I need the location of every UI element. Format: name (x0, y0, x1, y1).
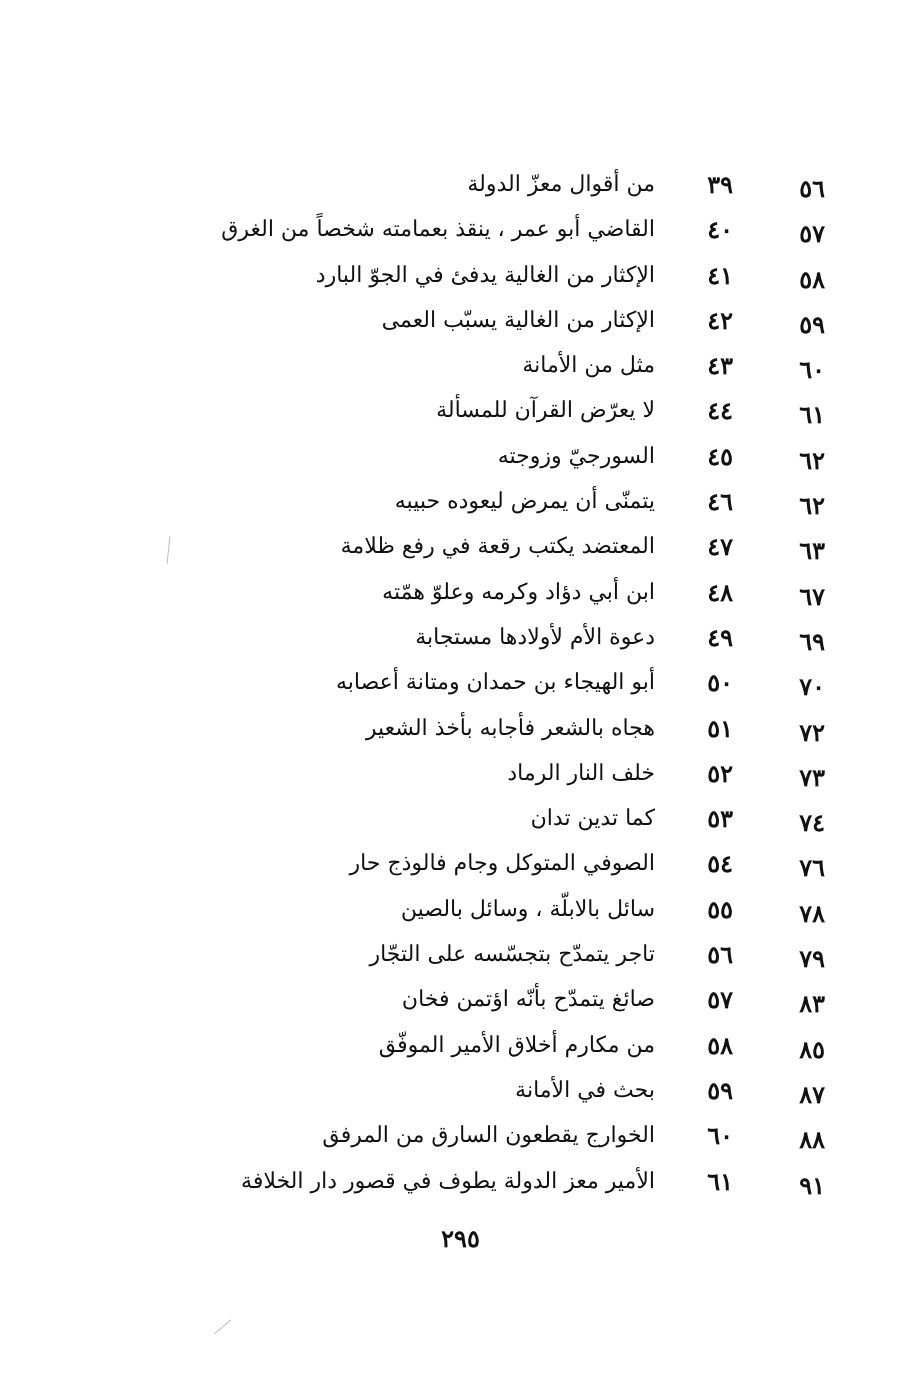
toc-row (0, 528, 921, 573)
toc-row (0, 257, 921, 302)
toc-page-number: ٥٨ (799, 264, 825, 294)
toc-row (0, 800, 921, 845)
toc-page-number: ٥٩ (799, 309, 825, 339)
toc-entry-title: كما تدين تدان (530, 806, 655, 832)
toc-entry-number: ٤٢ (707, 305, 733, 335)
toc-entry-number: ٥٦ (707, 940, 733, 970)
toc-entry-title: الإكثار من الغالية يسبّب العمى (381, 307, 655, 333)
toc-entry-number: ٦٠ (707, 1121, 733, 1151)
toc-row (0, 166, 921, 211)
toc-row (0, 1117, 921, 1162)
toc-page-number: ٨٥ (799, 1034, 825, 1064)
toc-row (0, 483, 921, 528)
toc-row (0, 710, 921, 755)
toc-page-number: ٧٤ (799, 808, 825, 838)
toc-entry-title: يتمنّى أن يمرض ليعوده حبيبه (394, 489, 655, 515)
toc-page-number: ٦٣ (799, 536, 825, 566)
toc-entry-number: ٥٨ (707, 1030, 733, 1060)
toc-entry-number: ٤٠ (707, 215, 733, 245)
toc-entry-number: ٦١ (707, 1166, 733, 1196)
toc-page-number: ٧٨ (799, 898, 825, 928)
toc-page-number: ٧٢ (799, 717, 825, 747)
toc-page-number: ٨٧ (799, 1079, 825, 1109)
toc-row (0, 1072, 921, 1117)
toc-entry-number: ٥٩ (707, 1075, 733, 1105)
toc-row (0, 845, 921, 890)
toc-row (0, 981, 921, 1026)
toc-entry-title: من مكارم أخلاق الأمير الموفّق (378, 1032, 655, 1058)
toc-entry-number: ٤٤ (707, 396, 733, 426)
toc-entry-number: ٥١ (707, 713, 733, 743)
toc-entry-number: ٤٣ (707, 351, 733, 381)
toc-page-number: ٦٢ (799, 445, 825, 475)
toc-row (0, 936, 921, 981)
toc-page-number: ٧٦ (799, 853, 825, 883)
toc-entry-number: ٥٤ (707, 849, 733, 879)
toc-entry-title: الخوارج يقطعون السارق من المرفق (322, 1123, 655, 1149)
toc-entry-title: الإكثار من الغالية يدفئ في الجوّ البارد (315, 262, 655, 288)
toc-entry-number: ٥٥ (707, 894, 733, 924)
toc-row (0, 574, 921, 619)
toc-entry-title: الصوفي المتوكل وجام فالوذج حار (349, 851, 655, 877)
toc-row (0, 755, 921, 800)
toc-row (0, 891, 921, 936)
toc-page-number: ٨٣ (799, 989, 825, 1019)
toc-row (0, 664, 921, 709)
toc-page-number: ٧٣ (799, 762, 825, 792)
toc-row (0, 302, 921, 347)
toc-page-number: ٨٨ (799, 1125, 825, 1155)
toc-row (0, 438, 921, 483)
toc-entry-title: ابن أبي دؤاد وكرمه وعلوّ همّته (382, 579, 655, 605)
toc-row (0, 211, 921, 256)
toc-entry-title: لا يعرّض القرآن للمسألة (436, 398, 655, 424)
toc-entry-number: ٤١ (707, 260, 733, 290)
toc-entry-title: بحث في الأمانة (515, 1077, 655, 1103)
toc-page-number: ٦٢ (799, 491, 825, 521)
toc-entry-title: صائغ يتمدّح بأنّه اؤتمن فخان (401, 987, 655, 1013)
toc-row (0, 1163, 921, 1208)
toc-entry-title: أبو الهيجاء بن حمدان ومتانة أعصابه (335, 670, 655, 696)
toc-entry-title: الأمير معز الدولة يطوف في قصور دار الخلافة (241, 1168, 655, 1194)
toc-page-number: ٥٧ (799, 219, 825, 249)
toc-page-number: ٧٩ (799, 944, 825, 974)
toc-page-number: ٩١ (799, 1170, 825, 1200)
scan-mark (214, 1320, 231, 1335)
toc-entry-number: ٥٠ (707, 668, 733, 698)
toc-entry-number: ٥٣ (707, 804, 733, 834)
toc-entry-number: ٤٥ (707, 441, 733, 471)
toc-entry-title: المعتضد يكتب رقعة في رفع ظلامة (340, 534, 655, 560)
toc-page-number: ٥٦ (799, 174, 825, 203)
toc-page-number: ٦٠ (799, 355, 825, 385)
toc-entry-title: مثل من الأمانة (522, 353, 655, 379)
toc-page-number: ٧٠ (799, 672, 825, 702)
toc-row (0, 619, 921, 664)
toc-entry-title: السورجيّ وزوجته (497, 443, 655, 469)
toc-entry-title: من أقوال معزّ الدولة (467, 172, 655, 197)
toc-entry-number: ٤٦ (707, 487, 733, 517)
toc-entry-title: تاجر يتمدّح بتجسّسه على التجّار (369, 942, 655, 968)
toc-row (0, 1027, 921, 1072)
toc-page-number: ٦٩ (799, 626, 825, 656)
toc-entry-title: خلف النار الرماد (507, 760, 655, 786)
table-of-contents (0, 166, 921, 1208)
toc-page-number: ٦٧ (799, 581, 825, 611)
toc-entry-number: ٣٩ (707, 170, 733, 199)
toc-entry-title: سائل بالابلّة ، وسائل بالصين (400, 896, 655, 922)
page-number: ٢٩٥ (441, 1224, 480, 1253)
toc-row (0, 347, 921, 392)
toc-entry-number: ٥٧ (707, 985, 733, 1015)
toc-entry-title: دعوة الأم لأولادها مستجابة (415, 624, 655, 650)
toc-entry-number: ٤٨ (707, 577, 733, 607)
toc-entry-number: ٤٧ (707, 532, 733, 562)
toc-entry-title: القاضي أبو عمر ، ينقذ بعمامته شخصاً من الغرق (221, 217, 655, 243)
toc-entry-number: ٤٩ (707, 622, 733, 652)
toc-row (0, 392, 921, 437)
toc-entry-number: ٥٢ (707, 758, 733, 788)
toc-page-number: ٦١ (799, 400, 825, 430)
toc-entry-title: هجاه بالشعر فأجابه بأخذ الشعير (365, 715, 655, 741)
